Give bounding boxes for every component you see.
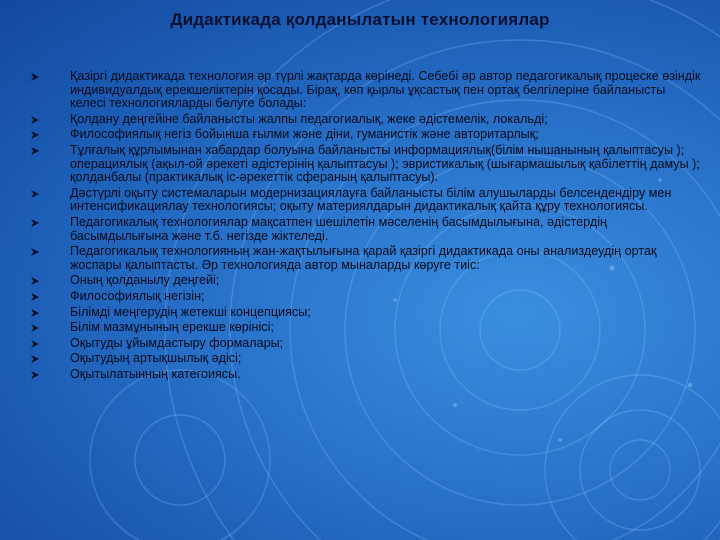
list-item [30, 306, 702, 320]
arrowhead-bullet-icon [30, 292, 40, 302]
list-item-text: Қолдану деңгейіне байланысты жалпы педагогиалық, жеке әдістемелік, локальді; [70, 111, 548, 126]
arrowhead-bullet-icon [30, 339, 40, 349]
arrowhead-bullet-icon [30, 146, 40, 156]
list-item [30, 113, 702, 127]
list-item-text: Философиялық негіз бойынша ғылми және діни, гуманистік және авторитарлық; [70, 127, 539, 142]
list-item [30, 128, 702, 142]
list-item [30, 245, 702, 272]
list-item [30, 274, 702, 288]
list-item [30, 352, 702, 366]
list-item-text: Оқытудың артықшылық әдісі; [70, 351, 242, 366]
list-item-text: Педагогикалық технологияның жан-жақтылығына қарай қазіргі дидактикада оны анализдеудің ортақ жоспары қалыптасты. Әр технологияда автор мыналарды көруге тиіс: [70, 244, 657, 272]
arrowhead-bullet-icon [30, 72, 40, 82]
arrowhead-bullet-icon [30, 130, 40, 140]
arrowhead-bullet-icon [30, 247, 40, 257]
list-item [30, 321, 702, 335]
list-item-text: Оқытылатынның категоиясы. [70, 366, 241, 381]
list-item [30, 144, 702, 185]
arrowhead-bullet-icon [30, 323, 40, 333]
list-item [30, 368, 702, 382]
list-item [30, 187, 702, 214]
list-item-text: Философиялық негізін; [70, 288, 205, 303]
arrowhead-bullet-icon [30, 276, 40, 286]
list-item-text: Оқытуды ұйымдастыру формалары; [70, 335, 284, 350]
arrowhead-bullet-icon [30, 354, 40, 364]
list-item [30, 70, 702, 111]
list-item-text: Білім мазмұнының ерекше көрінісі; [70, 320, 274, 335]
list-item-text: Дәстүрлі оқыту системаларын модернизациялауға байланысты білім алушыларды белсендендіру мен интенсификациялау технологиясы; оқыту материялдарын дидактикалық қайта құру технологиясы. [70, 185, 672, 214]
arrowhead-bullet-icon [30, 308, 40, 318]
list-item-text: Қазіргі дидактикада технология әр түрлі жақтарда көрінеді. Себебі әр автор педагогикалық процеске өзіндік индивидуалдық ерекшеліктерін қосады. Бірақ, көп қырлы ұқсастық пен ортақ белгілеріне байланысты келесі технологияларды бөлуге болады: [70, 69, 701, 111]
arrowhead-bullet-icon [30, 218, 40, 228]
list-item-text: Оның қолданылу деңгейі; [70, 273, 220, 288]
list-item-text: Білімді меңгерудің жетекші концепциясы; [70, 304, 311, 319]
bullet-list [30, 70, 702, 383]
list-item [30, 337, 702, 351]
list-item-text: Тұлғалық құрлымынан хабардар болуына байланысты информациялық(білім нышанының қалыптасуы ); операциялық (ақыл-ой әрекеті әдістерінің қалыптасуы ); эвристикалық (шығармашылық қабілеттің дамуы ); қолданбалы (практикалық іс-әрекеттік сфераның қалыптасуы). [70, 142, 700, 185]
arrowhead-bullet-icon [30, 370, 40, 380]
arrowhead-bullet-icon [30, 189, 40, 199]
list-item-text: Педагогикалық технологиялар мақсатпен шешілетін мәселенің басымдылығына, әдістердің басымдылығына және т.б. негізде жіктеледі. [70, 214, 607, 243]
list-item [30, 290, 702, 304]
slide-title: Дидактикада қолданылатын технологиялар [170, 10, 550, 29]
list-item [30, 216, 702, 243]
arrowhead-bullet-icon [30, 115, 40, 125]
